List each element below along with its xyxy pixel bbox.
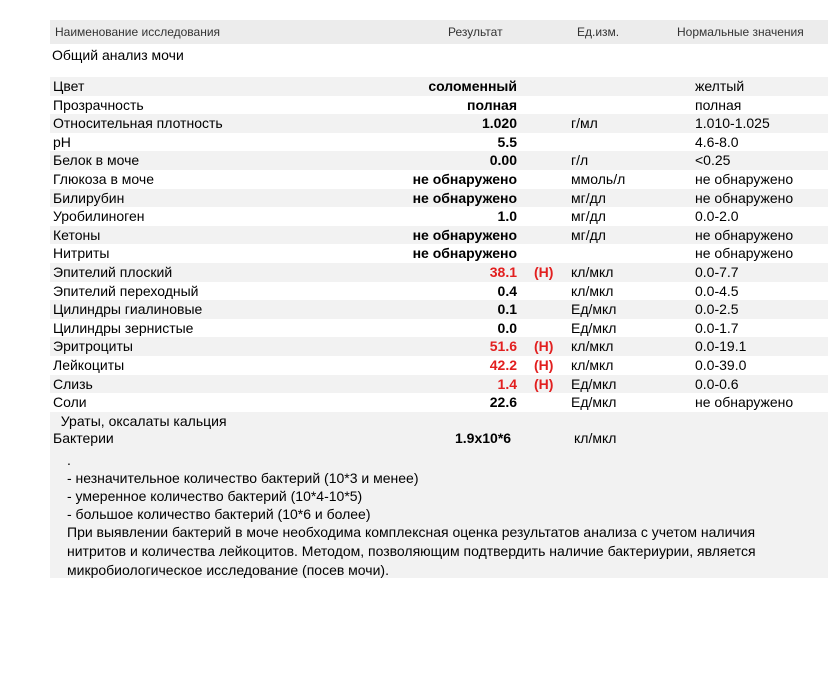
table-row (50, 282, 828, 301)
row-name: Цвет (53, 78, 85, 94)
table-row (50, 244, 828, 263)
row-name: Глюкоза в моче (53, 170, 154, 187)
row-result: 51.6 (489, 338, 517, 355)
row-result: 1.0 (497, 208, 517, 225)
table-row (50, 263, 828, 282)
row-unit: кл/мкл (571, 263, 614, 280)
row-result: 0.4 (497, 282, 517, 299)
row-unit: кл/мкл (571, 338, 614, 355)
row-norm: <0.25 (695, 152, 731, 169)
row-result: не обнаружено (412, 245, 517, 262)
row-unit: мг/дл (571, 208, 606, 225)
bacteria-unit: кл/мкл (574, 430, 617, 446)
row-flag: (H) (534, 356, 554, 373)
row-result: 0.0 (497, 319, 517, 336)
row-unit: Ед/мкл (571, 375, 617, 392)
table-row (50, 96, 828, 115)
table-row (50, 114, 828, 133)
row-norm: 0.0-2.0 (695, 208, 739, 225)
row-unit: Ед/мкл (571, 394, 617, 411)
row-name: Слизь (53, 375, 93, 392)
table-row (50, 319, 828, 338)
row-flag: (H) (534, 375, 554, 392)
row-norm: 4.6-8.0 (695, 133, 739, 150)
row-unit: мг/дл (571, 189, 606, 206)
row-result: 1.4 (497, 375, 517, 392)
bacteria-note-line: . (67, 452, 71, 468)
row-result: 42.2 (489, 356, 517, 373)
row-norm: 0.0-4.5 (695, 282, 739, 299)
row-result: полная (467, 96, 517, 113)
row-norm: не обнаружено (695, 394, 794, 411)
row-flag: (H) (534, 263, 554, 280)
table-header (50, 20, 828, 44)
bacteria-result: 1.9x10*6 (455, 430, 512, 446)
row-name: Билирубин (53, 189, 125, 206)
row-name: Эритроциты (53, 338, 133, 355)
row-name: Ураты, оксалаты кальция (53, 412, 227, 429)
row-result: соломенный (428, 78, 517, 94)
row-norm: 0.0-39.0 (695, 356, 747, 373)
row-unit: г/л (571, 152, 589, 169)
row-unit: Ед/мкл (571, 319, 617, 336)
row-flag: (H) (534, 338, 554, 355)
bacteria-row (53, 430, 753, 449)
row-name: Относительная плотность (53, 115, 223, 132)
row-name: Прозрачность (53, 96, 144, 113)
bacteria-note-line: - незначительное количество бактерий (10*3 и менее) (67, 470, 419, 486)
bacteria-note-line: нитритов и количества лейкоцитов. Методом, позволяющим подтвердить наличие бактериурии, является (67, 543, 756, 559)
table-row (50, 170, 828, 189)
row-result: 22.6 (489, 394, 517, 411)
bacteria-block (50, 430, 828, 578)
section-title: Общий анализ мочи (52, 47, 184, 63)
row-norm: 1.010-1.025 (695, 115, 770, 132)
row-result: 0.1 (497, 301, 517, 318)
row-norm: полная (695, 96, 742, 113)
row-result: не обнаружено (412, 170, 517, 187)
header-name: Наименование исследования (55, 25, 221, 39)
row-unit: Ед/мкл (571, 301, 617, 318)
table-row (50, 151, 828, 170)
table-row (50, 375, 828, 394)
table-row (50, 337, 828, 356)
table-row (50, 77, 828, 96)
results-table (50, 77, 828, 430)
table-row (50, 189, 828, 208)
bacteria-note-line: микробиологическое исследование (посев мочи). (67, 562, 389, 578)
row-name: Белок в моче (53, 152, 140, 169)
row-norm: 0.0-1.7 (695, 319, 739, 336)
row-result: 0.00 (489, 152, 517, 169)
row-norm: не обнаружено (695, 226, 794, 243)
table-row (50, 226, 828, 245)
row-name: Уробилиноген (53, 208, 145, 225)
row-name: Кетоны (53, 226, 101, 243)
table-row (50, 412, 828, 431)
row-norm: не обнаружено (695, 245, 794, 262)
header-result: Результат (448, 25, 503, 39)
bacteria-note-line: При выявлении бактерий в моче необходима комплексная оценка результатов анализа с учетом наличия (67, 524, 756, 540)
row-result: не обнаружено (412, 226, 517, 243)
row-unit: кл/мкл (571, 282, 614, 299)
row-name: Эпителий переходный (53, 282, 199, 299)
row-result: 1.020 (481, 115, 517, 132)
row-unit: ммоль/л (571, 170, 626, 187)
row-norm: не обнаружено (695, 189, 794, 206)
header-unit: Ед.изм. (577, 25, 620, 39)
bacteria-note-line: - умеренное количество бактерий (10*4-10*5) (67, 488, 363, 504)
header-norm: Нормальные значения (677, 25, 804, 39)
row-norm: желтый (695, 78, 745, 94)
row-unit: кл/мкл (571, 356, 614, 373)
row-unit: г/мл (571, 115, 598, 132)
row-norm: 0.0-2.5 (695, 301, 739, 318)
table-row (50, 133, 828, 152)
row-name: pH (53, 133, 71, 150)
row-name: Нитриты (53, 245, 110, 262)
row-result: 38.1 (489, 263, 517, 280)
table-row (50, 393, 828, 412)
row-unit: мг/дл (571, 226, 606, 243)
table-row (50, 207, 828, 226)
row-name: Цилиндры зернистые (53, 319, 194, 336)
row-norm: 0.0-19.1 (695, 338, 747, 355)
row-name: Соли (53, 394, 87, 411)
row-name: Эпителий плоский (53, 263, 173, 280)
row-name: Лейкоциты (53, 356, 125, 373)
row-result: не обнаружено (412, 189, 517, 206)
row-norm: 0.0-0.6 (695, 375, 739, 392)
bacteria-note-line: - большое количество бактерий (10*6 и более) (67, 506, 371, 522)
table-row (50, 356, 828, 375)
row-name: Цилиндры гиалиновые (53, 301, 203, 318)
row-norm: 0.0-7.7 (695, 263, 739, 280)
table-row (50, 300, 828, 319)
row-result: 5.5 (497, 133, 517, 150)
row-norm: не обнаружено (695, 170, 794, 187)
bacteria-name: Бактерии (53, 430, 114, 446)
